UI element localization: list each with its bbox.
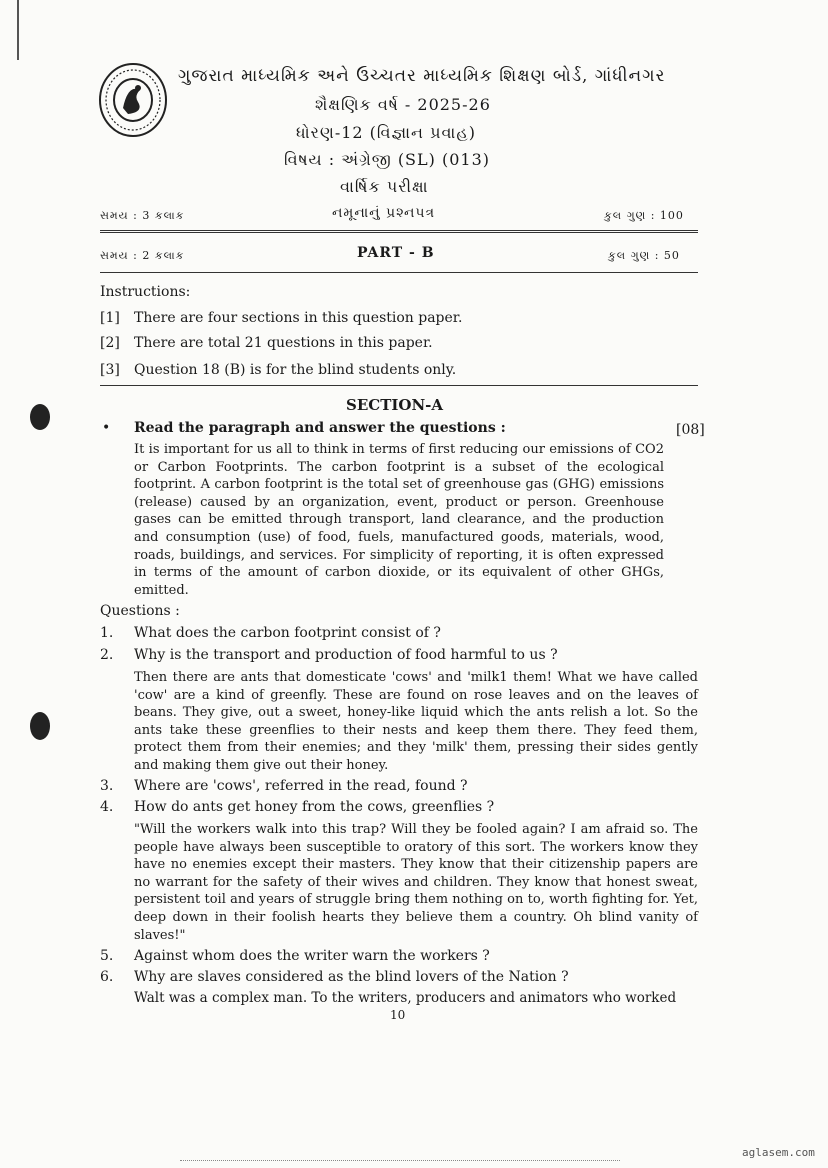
- question-number: 3.: [100, 778, 114, 794]
- instruction-text: There are total 21 questions in this paper.: [134, 335, 433, 351]
- divider: [100, 385, 698, 386]
- watermark-text: aglasem.com: [742, 1146, 815, 1159]
- question-text: Why are slaves considered as the blind lovers of the Nation ?: [134, 969, 569, 985]
- question-text: Against whom does the writer warn the workers ?: [134, 948, 490, 964]
- question-text: Where are 'cows', referred in the read, found ?: [134, 778, 468, 794]
- exam-name: વાર્ષિક પરીક્ષા: [340, 177, 429, 196]
- passage-workers: "Will the workers walk into this trap? Will they be fooled again? I am afraid so. The people have always been susceptible to oratory of this sort. The workers know they have no enemies except their masters. They know that their citizenship papers are no warrant for the safety of their wives and children. They know that honest sweat, persistent toil and years of struggle bring them nothing on to, worth fighting for. Yet, deep down in their foolish hearts they believe them a country. Oh blind vanity of slaves!": [134, 822, 698, 943]
- question-text: Why is the transport and production of food harmful to us ?: [134, 647, 558, 663]
- time-total: સમય : 3 કલાક: [100, 209, 185, 222]
- instruction-text: Question 18 (B) is for the blind students only.: [134, 362, 457, 378]
- section-marks: [08]: [676, 422, 705, 438]
- standard: ધોરણ-12 (વિજ્ઞાન પ્રવાહ): [296, 123, 476, 142]
- subject: વિષય : અંગ્રેજી (SL) (013): [284, 150, 490, 169]
- question-text: How do ants get honey from the cows, greenflies ?: [134, 799, 495, 815]
- passage-ants: Then there are ants that domesticate 'cows' and 'milk1 them! What we have called 'cow' are a kind of greenfly. These are found on rose leaves and on the leaves of beans. They give, out a sweet, honey-like liquid which the ants relish a lot. So the ants take these greenflies to their nests and keep them there. They feed them, protect them from their enemies; and they 'milk' them, pressing their sides gently and making them give out their honey.: [134, 670, 698, 773]
- bottom-scan-line: [180, 1160, 620, 1161]
- questions-label: Questions :: [100, 603, 180, 619]
- passage-walt-start: Walt was a complex man. To the writers, producers and animators who worked: [134, 990, 677, 1006]
- divider: [100, 272, 698, 273]
- question-number: 2.: [100, 647, 114, 663]
- punch-hole: [30, 712, 50, 740]
- instruction-text: There are four sections in this question paper.: [134, 310, 463, 326]
- marks-total: કુલ ગુણ : 100: [604, 209, 684, 222]
- question-number: 1.: [100, 625, 114, 641]
- question-number: 6.: [100, 969, 114, 985]
- time-part: સમય : 2 કલાક: [100, 249, 185, 262]
- instructions-title: Instructions:: [100, 284, 191, 300]
- passage-carbon-footprint: It is important for us all to think in terms of first reducing our emissions of CO2 or Carbon Footprints. The carbon footprint is a subset of the ecological footprint. A carbon footprint is the total set of greenhouse gas (GHG) emissions (release) caused by an organization, event, product or person. Greenhouse gases can be emitted through transport, land clearance, and the production and consumption (use) of food, fuels, manufactured goods, materials, wood, roads, buildings, and services. For simplicity of reporting, it is often expressed in terms of the amount of carbon dioxide, or its equivalent of other GHGs, emitted.: [134, 442, 664, 598]
- divider: [100, 230, 698, 233]
- part-title: PART - B: [357, 245, 435, 261]
- board-name: ગુજરાત માધ્યમિક અને ઉચ્ચતર માધ્યમિક શિક્ષણ બોર્ડ, ગાંધીનગર: [178, 66, 666, 86]
- section-prompt: Read the paragraph and answer the questions :: [134, 420, 506, 436]
- question-text: What does the carbon footprint consist of ?: [134, 625, 441, 641]
- marks-part: કુલ ગુણ : 50: [608, 249, 680, 262]
- left-edge-line: [17, 0, 19, 60]
- instruction-number: [3]: [100, 362, 120, 378]
- academic-year: શૈક્ષણિક વર્ષ - 2025-26: [315, 95, 491, 114]
- page-number: 10: [390, 1008, 406, 1022]
- question-number: 5.: [100, 948, 114, 964]
- board-emblem: [98, 62, 168, 138]
- punch-hole: [30, 404, 50, 430]
- instruction-number: [2]: [100, 335, 120, 351]
- question-number: 4.: [100, 799, 114, 815]
- paper-type: નમૂનાનું પ્રશ્નપત્ર: [332, 205, 436, 221]
- section-title: SECTION-A: [346, 396, 444, 414]
- instruction-number: [1]: [100, 310, 120, 326]
- bullet-mark: •: [102, 420, 111, 436]
